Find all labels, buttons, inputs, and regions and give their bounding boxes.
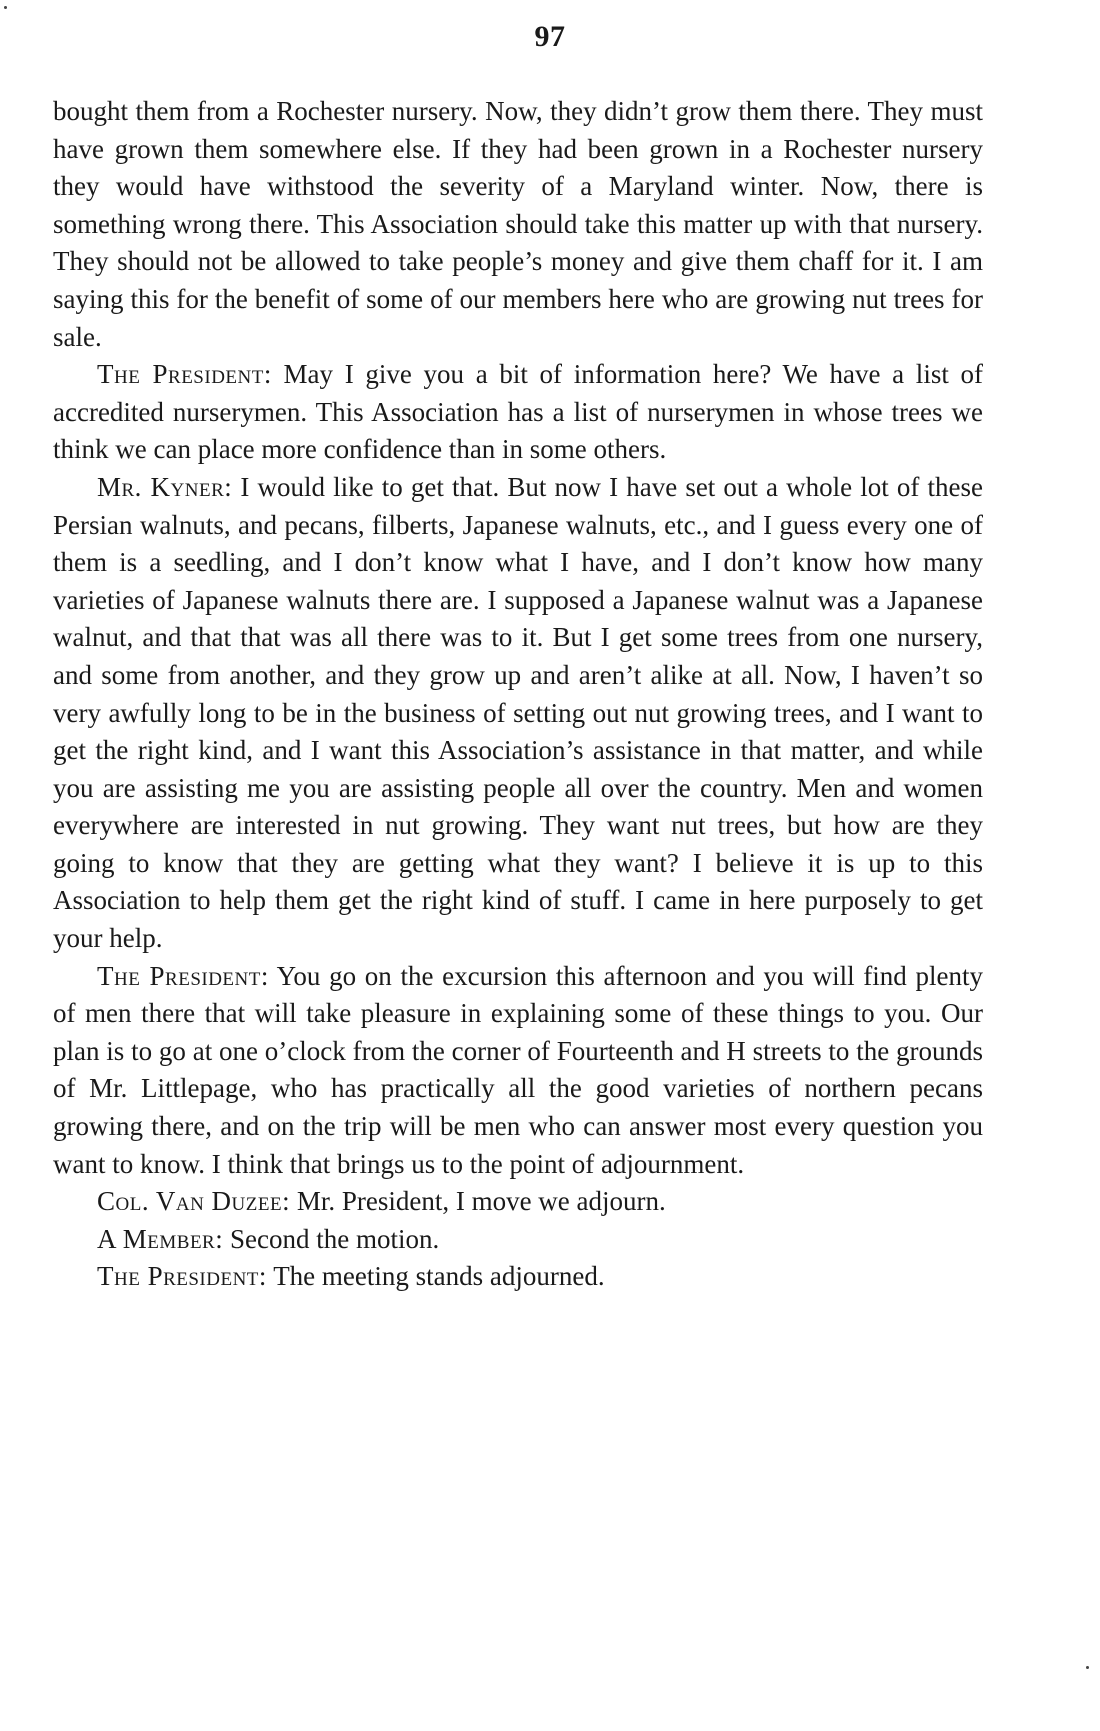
paragraph-van-duzee	[53, 1183, 983, 1221]
speaker-label: Col. Van Duzee:	[97, 1186, 291, 1217]
paragraph-text: The meeting stands adjourned.	[273, 1261, 605, 1292]
paragraph-text: I would like to get that. But now I have set out a whole lot of these Persian walnuts, and pecans, filberts, Japanese walnuts, etc., and I guess every one of them is a seedling, and I don’t know what I have, and I don’t know how many varieties of Japanese walnuts there are. I supposed a Japanese walnut was a Japanese walnut, and that that was all there was to it. But I get some trees from one nursery, and some from another, and they grow up and aren’t alike at all. Now, I haven’t so very awfully long to be in the business of setting out nut growing trees, and I want to get the right kind, and I want this Association’s assistance in that matter, and while you are assisting me you are assisting people all over the country. Men and women everywhere are interested in nut growing. They want nut trees, but how are they going to know that they are getting what they want? I believe it is up to this Association to help them get the right kind of stuff. I came in here purposely to get your help.	[53, 471, 983, 954]
speaker-label: The President:	[97, 1261, 267, 1292]
speaker-label: A Member:	[97, 1223, 224, 1254]
scan-speck	[1086, 1666, 1089, 1669]
paragraph-kyner	[53, 469, 983, 958]
paragraph-text: bought them from a Rochester nursery. Now, they didn’t grow them there. They must have grown them somewhere else. If they had been grown in a Rochester nursery they would have withstood the severity of a Maryland winter. Now, there is something wrong there. This Association should take this matter up with that nursery. They should not be allowed to take people’s money and give them chaff for it. I am saying this for the benefit of some of our members here who are growing nut trees for sale.	[53, 96, 983, 352]
page-number: 97	[534, 20, 566, 53]
paragraph-text: Mr. President, I move we adjourn.	[296, 1186, 666, 1217]
paragraph-president-adjourned	[53, 1258, 983, 1296]
scan-speck	[4, 6, 7, 9]
paragraph-member	[53, 1221, 983, 1259]
paragraph-text: You go on the excursion this afternoon and you will find plenty of men there that will take pleasure in explaining some of these things to you. Our plan is to go at one o’clock from the corner of Fourteenth and H streets to the grounds of Mr. Littlepage, who has practically all the good varieties of northern pecans growing there, and on the trip will be men who can answer most every question you want to know. I think that brings us to the point of adjournment.	[53, 960, 983, 1179]
paragraph-president-list	[53, 356, 983, 469]
paragraph-continuation	[53, 93, 983, 356]
speaker-label: The President:	[97, 960, 269, 991]
speaker-label: Mr. Kyner:	[97, 471, 233, 502]
page-body-text	[53, 93, 983, 1296]
paragraph-text: May I give you a bit of information here? We have a list of accredited nurserymen. This Association has a list of nurserymen in whose trees we think we can place more confidence than in some others.	[53, 359, 983, 465]
paragraph-text: Second the motion.	[229, 1223, 440, 1254]
speaker-label: The President:	[97, 359, 272, 390]
paragraph-president-excursion	[53, 958, 983, 1184]
